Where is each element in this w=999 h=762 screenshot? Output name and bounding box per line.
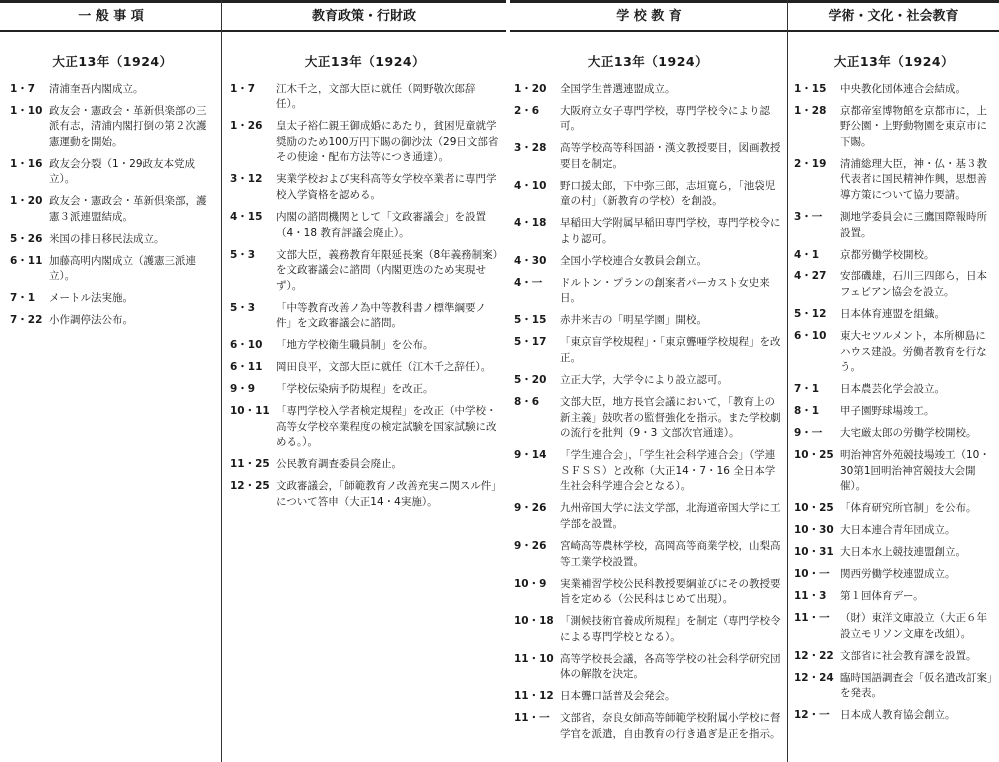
entry-date: 1・28: [794, 104, 827, 117]
entry-text: 大宅厳太郎の労働学校開校。: [840, 427, 977, 440]
entry-text: 全国学生普選連盟成立。: [560, 82, 676, 95]
entry-text: 立正大学，大学令により設立認可。: [560, 374, 728, 387]
entry-text: 文部省に社会教育課を設置。: [840, 649, 977, 662]
column-school-education: [514, 32, 782, 749]
chronology-entry: [794, 545, 994, 561]
entry-text: 政友会・憲政会・革新倶楽部，護憲３派連盟結成。: [49, 195, 207, 223]
entry-date: 10・一: [794, 568, 830, 581]
entry-text: 関西労働学校連盟成立。: [840, 568, 956, 581]
chronology-entry: [794, 671, 994, 702]
entry-text: 大阪府立女子専門学校，専門学校令により認可。: [560, 104, 770, 133]
entry-text: 実業補習学校公民科教授要綱並びにその教授要旨を定める（公民科はじめて出現）。: [560, 577, 781, 606]
header-general-events: 一 般 事 項: [78, 9, 144, 24]
entry-text: 宮崎高等農林学校，高岡高等商業学校，山梨高等工業学校設置。: [560, 539, 781, 568]
entry-text: 「体育研究所官制」を公布。: [840, 502, 977, 515]
chronology-entry: [230, 382, 500, 398]
chronology-entry: [514, 335, 782, 366]
chronology-entry: [514, 689, 782, 705]
entry-text: 日本成人教育協会創立。: [840, 709, 956, 722]
entry-text: 文部省，奈良女師高等師範学校附属小学校に督学官を派遣，自由教育の行き過ぎ是正を指示。: [560, 712, 781, 740]
entry-date: 9・9: [230, 383, 256, 396]
chronology-entry: [10, 313, 215, 329]
entry-date: 10・30: [794, 524, 834, 537]
entry-text: 小作調停法公布。: [49, 314, 133, 327]
chronology-entry: [514, 82, 782, 98]
entry-date: 10・31: [794, 546, 834, 559]
entry-date: 7・22: [10, 314, 43, 327]
entry-text: 中央教化団体連合会結成。: [840, 82, 966, 95]
column-divider: [221, 0, 222, 762]
entry-text: 清浦奎吾内閣成立。: [49, 82, 144, 95]
chronology-entry: [10, 104, 215, 151]
column-education-policy: [230, 32, 500, 517]
entry-date: 10・18: [514, 615, 554, 628]
chronology-entry: [794, 523, 994, 539]
entry-text: 岡田良平，文部大臣に就任（江木千之辞任）。: [276, 361, 492, 374]
column-divider: [787, 0, 788, 762]
entry-date: 4・10: [514, 179, 547, 192]
entry-date: 11・12: [514, 690, 554, 703]
entry-text: 全国小学校連合女教員会創立。: [560, 254, 707, 267]
chronology-entry: [794, 329, 994, 376]
entry-date: 9・14: [514, 449, 547, 462]
entry-date: 5・26: [10, 232, 43, 245]
entry-list: [794, 82, 994, 724]
chronology-entry: [514, 614, 782, 645]
chronology-entry: [230, 248, 500, 295]
chronology-entry: [514, 141, 782, 172]
entry-date: 5・17: [514, 336, 547, 349]
entry-text: 「地方学校衛生職員制」を公布。: [276, 339, 434, 352]
chronology-entry: [230, 172, 500, 203]
entry-list: [514, 82, 782, 743]
entry-date: 4・27: [794, 270, 827, 283]
entry-date: 5・12: [794, 308, 827, 321]
entry-date: 12・25: [230, 480, 270, 493]
chronology-entry: [230, 404, 500, 451]
entry-text: 内閣の諮問機関として「文政審議会」を設置（4・18 教育評議会廃止）。: [276, 210, 486, 239]
chronology-entry: [794, 248, 994, 264]
entry-text: 日本聾口話普及会発会。: [560, 690, 676, 703]
chronology-entry: [514, 276, 782, 307]
entry-text: 「専門学校入学者検定規程」を改正（中学校・高等女学校卒業程度の検定試験を国家試験に改める。）。: [276, 405, 497, 449]
entry-date: 5・3: [230, 301, 256, 314]
entry-date: 4・18: [514, 217, 547, 230]
entry-date: 1・20: [10, 195, 43, 208]
entry-date: 3・12: [230, 173, 263, 186]
entry-text: 赤井米吉の「明星学園」開校。: [560, 314, 707, 327]
chronology-entry: [514, 179, 782, 210]
entry-date: 9・一: [794, 427, 823, 440]
chronology-entry: [230, 82, 500, 113]
column-general-events: [10, 32, 215, 335]
entry-date: 9・26: [514, 539, 547, 552]
chronology-entry: [794, 307, 994, 323]
entry-date: 10・9: [514, 577, 547, 590]
chronology-entry: [794, 104, 994, 151]
year-heading: 大正13年（1924）: [587, 54, 709, 69]
entry-text: 清浦総理大臣，神・仏・基３教代表者に国民精神作興，思想善導方策について協力要請。: [840, 157, 987, 201]
chronology-entry: [794, 448, 994, 495]
table-header: [0, 0, 999, 32]
chronology-entry: [794, 501, 994, 517]
chronology-entry: [794, 649, 994, 665]
chronology-entry: [794, 708, 994, 724]
chronology-entry: [230, 301, 500, 332]
entry-text: 「学校伝染病予防規程」を改正。: [276, 383, 434, 396]
entry-date: 1・16: [10, 157, 43, 170]
entry-date: 2・19: [794, 157, 827, 170]
entry-date: 6・10: [794, 330, 827, 343]
entry-text: 京都帝室博物館を京都市に，上野公園・上野動物園を東京市に下賜。: [840, 104, 987, 148]
entry-list: [10, 82, 215, 329]
chronology-entry: [514, 216, 782, 247]
entry-date: 9・26: [514, 502, 547, 515]
entry-text: 政友会・憲政会・革新倶楽部の三派有志，清浦内閣打倒の第２次護憲運動を開始。: [49, 104, 207, 148]
column-academic-culture: [794, 32, 994, 730]
entry-date: 2・6: [514, 104, 540, 117]
entry-date: 3・28: [514, 142, 547, 155]
chronology-entry: [230, 479, 500, 510]
entry-text: 公民教育調査委員会廃止。: [276, 458, 402, 471]
entry-text: 日本農芸化学会設立。: [840, 383, 945, 396]
entry-text: 臨時国語調査会「仮名遣改訂案」を発表。: [840, 671, 993, 700]
entry-text: 測地学委員会に三鷹国際報時所設置。: [840, 210, 987, 239]
chronology-entry: [514, 577, 782, 608]
entry-date: 4・一: [514, 276, 543, 289]
entry-date: 4・15: [230, 210, 263, 223]
entry-date: 1・20: [514, 82, 547, 95]
entry-date: 11・一: [514, 712, 550, 725]
entry-date: 1・26: [230, 120, 263, 133]
entry-text: 文政審議会，「師範教育ノ改善充実ニ関スル件」について答申（大正14・4実施）。: [276, 480, 497, 508]
entry-text: 大日本連合青年団成立。: [840, 524, 956, 537]
chronology-entry: [794, 157, 994, 204]
chronology-entry: [514, 395, 782, 442]
entry-text: 「東京盲学校規程」・「東京聾唖学校規程」を改正。: [560, 336, 781, 365]
chronology-entry: [514, 448, 782, 495]
entry-text: 加藤高明内閣成立（護憲三派連立）。: [49, 254, 196, 283]
entry-text: 「学生連合会」，「学生社会科学連合会」（学連ＳＦＳＳ）と改称（大正14・7・16 全日本学生社会科学連合会となる）。: [560, 449, 776, 493]
entry-date: 5・3: [230, 248, 256, 261]
entry-text: 江木千之，文部大臣に就任（岡野敬次郎辞任）。: [276, 82, 476, 111]
entry-date: 10・25: [794, 502, 834, 515]
entry-date: 8・6: [514, 396, 540, 408]
year-heading: 大正13年（1924）: [304, 54, 426, 69]
chronology-entry: [230, 119, 500, 166]
chronology-entry: [794, 567, 994, 583]
chronology-entry: [230, 457, 500, 473]
entry-date: 6・11: [230, 361, 263, 374]
entry-date: 12・24: [794, 671, 834, 684]
chronology-entry: [794, 589, 994, 605]
entry-date: 1・7: [10, 82, 36, 95]
chronology-entry: [230, 338, 500, 354]
entry-date: 8・1: [794, 405, 820, 418]
entry-date: 1・10: [10, 104, 43, 117]
chronology-entry: [794, 426, 994, 442]
entry-date: 11・25: [230, 458, 270, 471]
entry-text: 米国の排日移民法成立。: [49, 232, 165, 245]
year-heading: 大正13年（1924）: [52, 54, 173, 69]
chronology-entry: [10, 291, 215, 307]
entry-text: （財）東洋文庫設立（大正６年設立モリソン文庫を改組）。: [840, 612, 987, 640]
entry-date: 6・10: [230, 339, 263, 352]
entry-date: 12・22: [794, 649, 834, 662]
entry-text: 安部磯雄，石川三四郎ら，日本フェビアン協会を設立。: [840, 270, 987, 299]
header-education-policy: 教育政策・行財政: [311, 9, 416, 24]
entry-date: 7・1: [10, 292, 36, 305]
chronology-entry: [794, 210, 994, 241]
entry-date: 12・一: [794, 709, 830, 722]
chronology-entry: [10, 232, 215, 248]
chronology-entry: [230, 360, 500, 376]
entry-date: 4・30: [514, 254, 547, 267]
entry-text: 大日本水上競技連盟創立。: [840, 546, 966, 559]
entry-text: 文部大臣，地方長官会議において，「教育上の新主義」鼓吹者の監督強化を指示。また学校劇の流行を批判（9・3 文部次官通達）。: [560, 396, 781, 440]
chronology-entry: [10, 194, 215, 225]
entry-text: 「中等教育改善ノ為中等教科書ノ標準綱要ノ件」を文政審議会に諮問。: [276, 301, 486, 330]
entry-list: [230, 82, 500, 511]
entry-text: ドルトン・プランの創案者パーカスト女史来日。: [560, 276, 770, 305]
chronology-entry: [10, 82, 215, 98]
chronology-entry: [794, 269, 994, 300]
entry-text: 明治神宮外苑競技場竣工（10・30第1回明治神宮競技大会開催）。: [840, 449, 990, 493]
entry-text: 東大セツルメント，本所柳島にハウス建設。労働者教育を行なう。: [840, 330, 987, 374]
chronology-entry: [794, 82, 994, 98]
chronology-entry: [514, 373, 782, 389]
entry-date: 1・7: [230, 82, 256, 95]
chronology-entry: [10, 254, 215, 285]
entry-text: 政友会分裂（1・29政友本党成立）。: [49, 157, 196, 186]
entry-text: メートル法実施。: [49, 292, 133, 305]
gutter: [506, 0, 510, 32]
entry-text: 高等学校高等科国語・漢文教授要目，図画教授要目を制定。: [560, 142, 781, 170]
entry-date: 11・一: [794, 612, 830, 625]
entry-text: 第１回体育デー。: [840, 590, 924, 603]
entry-text: 日本体育連盟を組織。: [840, 308, 945, 321]
entry-text: 「測候技術官養成所規程」を制定（専門学校令による専門学校となる）。: [560, 615, 781, 643]
year-heading: 大正13年（1924）: [833, 54, 955, 69]
entry-date: 5・20: [514, 374, 547, 387]
entry-text: 野口援太郎，下中弥三郎，志垣寛ら，「池袋児童の村」（新教育の学校）を創設。: [560, 179, 776, 208]
entry-text: 京都労働学校開校。: [840, 248, 935, 261]
chronology-entry: [514, 313, 782, 329]
header-school-education: 学 校 教 育: [616, 9, 682, 24]
chronology-entry: [794, 404, 994, 420]
entry-text: 高等学校長会議，各高等学校の社会科学研究団体の解散を決定。: [560, 652, 781, 681]
entry-date: 4・1: [794, 248, 820, 261]
entry-date: 3・一: [794, 210, 823, 223]
entry-text: 九州帝国大学に法文学部，北海道帝国大学に工学部を設置。: [560, 502, 781, 530]
entry-text: 甲子園野球場竣工。: [840, 405, 935, 418]
entry-date: 7・1: [794, 383, 820, 396]
chronology-entry: [514, 711, 782, 742]
chronology-entry: [514, 254, 782, 270]
chronology-entry: [794, 611, 994, 642]
entry-text: 実業学校および実科高等女学校卒業者に専門学校入学資格を認める。: [276, 173, 497, 201]
chronology-entry: [794, 382, 994, 398]
entry-text: 文部大臣，義務教育年限延長案（8年義務制案）を文政審議会に諮問（内閣更迭のため実現せず）。: [276, 248, 498, 292]
chronology-entry: [514, 501, 782, 532]
header-academic-culture: 学術・文化・社会教育: [828, 9, 959, 24]
entry-date: 11・3: [794, 590, 827, 603]
entry-date: 11・10: [514, 652, 554, 665]
chronology-entry: [514, 539, 782, 570]
chronology-entry: [10, 157, 215, 188]
entry-text: 早稲田大学附属早稲田専門学校，専門学校令により認可。: [560, 217, 781, 245]
entry-date: 6・11: [10, 254, 43, 267]
chronology-entry: [514, 652, 782, 683]
entry-date: 10・25: [794, 449, 834, 462]
entry-date: 1・15: [794, 82, 827, 95]
entry-text: 皇太子裕仁親王御成婚にあたり，貧困児童就学奨励のため100万円下賜の御沙汰（29日文部省その使途・配布方法等につき通達）。: [276, 120, 499, 164]
chronology-entry: [514, 104, 782, 135]
chronology-entry: [230, 210, 500, 241]
entry-date: 5・15: [514, 314, 547, 327]
entry-date: 10・11: [230, 405, 270, 418]
